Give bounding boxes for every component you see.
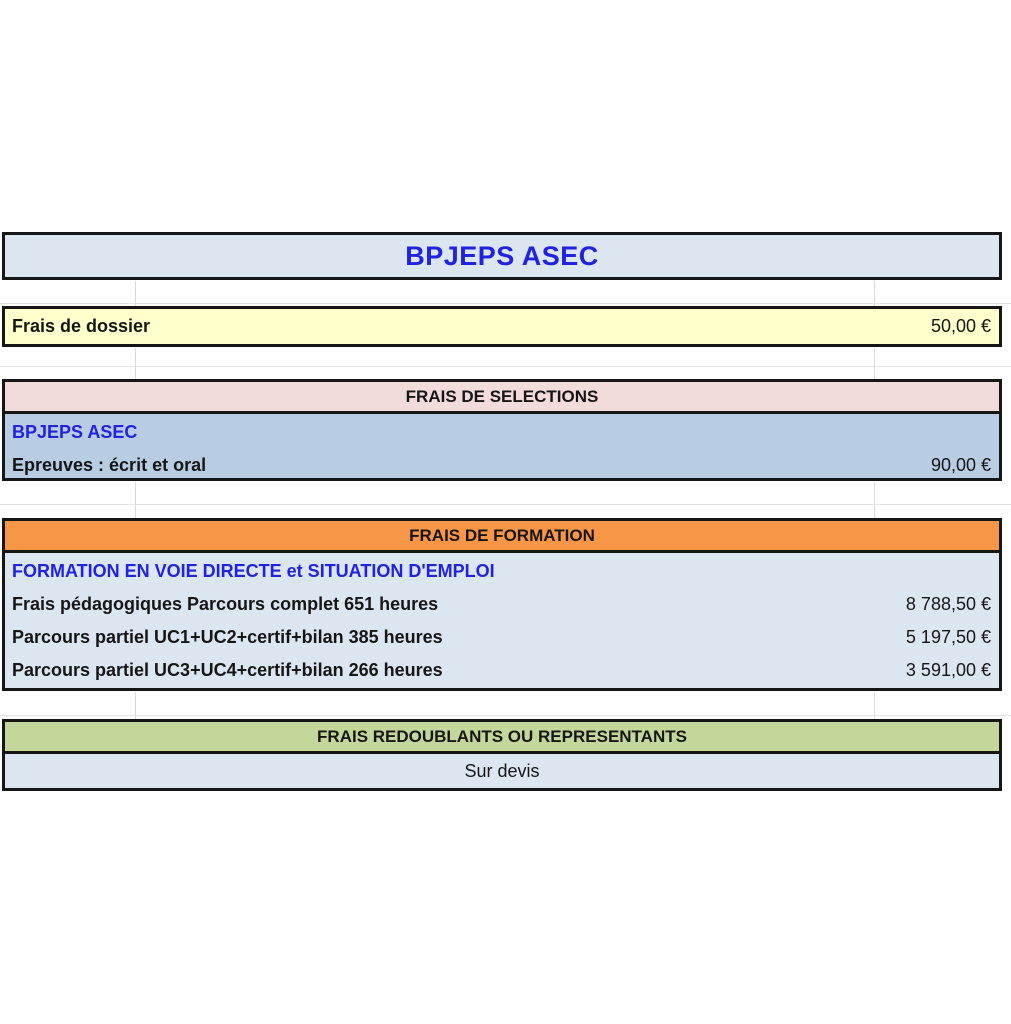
row-label: Parcours partiel UC1+UC2+certif+bilan 385 heures [12, 627, 443, 647]
selections-header [2, 379, 1002, 414]
row-amount: 5 197,50 € [905, 627, 991, 647]
row-amount: 8 788,50 € [905, 594, 991, 614]
row-label: Epreuves : écrit et oral [12, 455, 207, 475]
formation-subtitle: FORMATION EN VOIE DIRECTE et SITUATION D'EMPLOI [12, 561, 495, 581]
redoublants-header-label: FRAIS REDOUBLANTS OU REPRESENTANTS [317, 726, 687, 746]
title-table [2, 232, 1002, 280]
table-row [5, 588, 999, 621]
dossier-label: Frais de dossier [12, 316, 151, 336]
gridline-vertical [874, 348, 875, 379]
gridline-horizontal [0, 715, 1011, 716]
row-amount: 90,00 € [930, 455, 991, 475]
table-row [5, 654, 999, 687]
redoublants-value: Sur devis [464, 760, 540, 781]
row-amount: 3 591,00 € [905, 660, 991, 680]
selections-subtitle-row [5, 416, 999, 449]
selections-header-label: FRAIS DE SELECTIONS [405, 386, 599, 406]
formation-subtitle-row [5, 555, 999, 588]
formation-header-label: FRAIS DE FORMATION [409, 525, 595, 545]
table-row [5, 621, 999, 654]
gridline-vertical [135, 482, 136, 518]
selections-body [2, 411, 1002, 481]
gridline-vertical [135, 348, 136, 379]
page-title: BPJEPS ASEC [405, 240, 599, 271]
formation-body [2, 550, 1002, 691]
row-label: Frais pédagogiques Parcours complet 651 heures [12, 594, 439, 614]
gridline-vertical [874, 482, 875, 518]
gridline-horizontal [0, 303, 1011, 304]
redoublants-header [2, 719, 1002, 754]
gridline-horizontal [0, 366, 1011, 367]
dossier-amount: 50,00 € [930, 316, 991, 336]
row-label: Parcours partiel UC3+UC4+certif+bilan 266 heures [12, 660, 443, 680]
dossier-table [2, 306, 1002, 347]
gridline-horizontal [0, 504, 1011, 505]
redoublants-body [2, 751, 1002, 791]
formation-header [2, 518, 1002, 553]
table-row [5, 449, 999, 482]
selections-subtitle: BPJEPS ASEC [12, 422, 138, 442]
